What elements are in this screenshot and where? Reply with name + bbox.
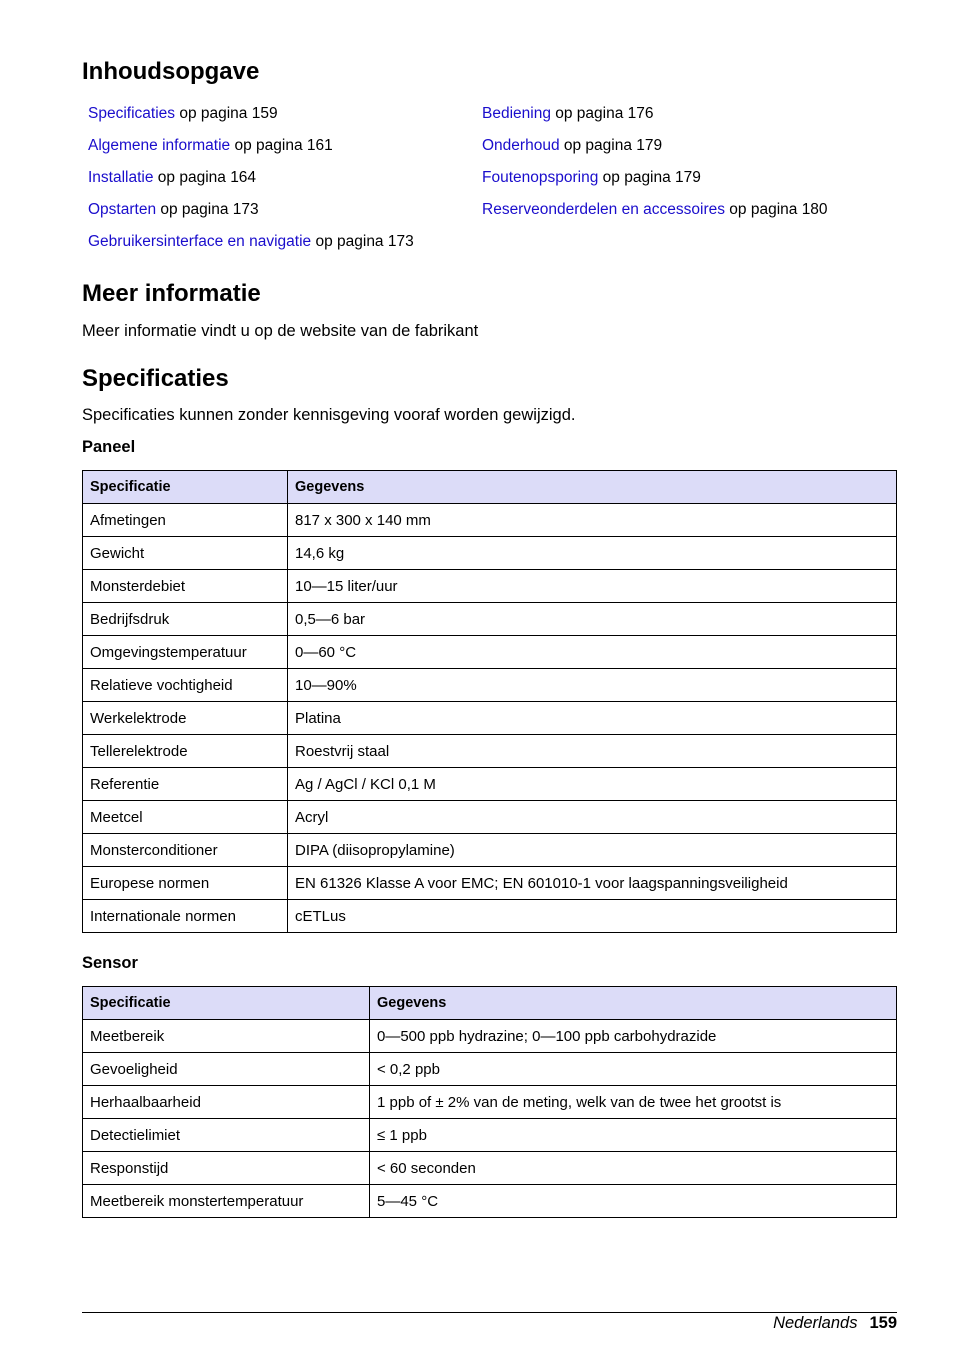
spec-name-cell: Detectielimiet <box>83 1119 370 1152</box>
spec-value-cell: < 60 seconden <box>370 1152 897 1185</box>
toc-link[interactable]: Reserveonderdelen en accessoires <box>482 201 725 218</box>
toc-item <box>88 168 414 200</box>
spec-value-cell: EN 61326 Klasse A voor EMC; EN 601010-1 voor laagspanningsveiligheid <box>288 867 897 900</box>
table-row <box>83 504 897 537</box>
table-row <box>83 702 897 735</box>
table-row <box>83 1119 897 1152</box>
toc-link[interactable]: Algemene informatie <box>88 137 231 154</box>
toc-link[interactable]: Gebruikersinterface en navigatie <box>88 233 312 250</box>
spec-name-cell: Gewicht <box>83 537 288 570</box>
table-row <box>83 1020 897 1053</box>
spec-name-cell: Bedrijfsdruk <box>83 603 288 636</box>
spec-value-cell: 5—45 °C <box>370 1185 897 1218</box>
spec-value-cell: 0—500 ppb hydrazine; 0—100 ppb carbohydrazide <box>370 1020 897 1053</box>
spec-name-cell: Meetbereik <box>83 1020 370 1053</box>
table-row <box>83 801 897 834</box>
toc-link[interactable]: Specificaties <box>88 105 176 122</box>
meer-informatie-heading: Meer informatie <box>82 280 261 307</box>
spec-value-cell: 1 ppb of ± 2% van de meting, welk van de twee het grootst is <box>370 1086 897 1119</box>
spec-value-cell: Platina <box>288 702 897 735</box>
toc-item <box>88 200 414 232</box>
toc-page-ref: op pagina 179 <box>559 137 663 154</box>
spec-value-cell: 14,6 kg <box>288 537 897 570</box>
toc-page-ref: op pagina 180 <box>724 201 828 218</box>
specificaties-text: Specificaties kunnen zonder kennisgeving vooraf worden gewijzigd. <box>82 406 576 424</box>
spec-name-cell: Werkelektrode <box>83 702 288 735</box>
meer-informatie-text: Meer informatie vindt u op de website van de fabrikant <box>82 322 479 340</box>
table-row <box>83 867 897 900</box>
footer-language: Nederlands <box>773 1314 858 1332</box>
spec-name-cell: Monsterconditioner <box>83 834 288 867</box>
spec-name-cell: Internationale normen <box>83 900 288 933</box>
specificaties-heading: Specificaties <box>82 365 229 392</box>
toc-item <box>482 104 828 136</box>
sensor-table <box>82 986 897 1218</box>
table-row <box>83 768 897 801</box>
table-row <box>83 1185 897 1218</box>
table-row <box>83 636 897 669</box>
toc-page-ref: op pagina 173 <box>156 201 259 218</box>
spec-value-cell: Acryl <box>288 801 897 834</box>
table-row <box>83 900 897 933</box>
toc-right-column <box>482 104 828 232</box>
toc-page-ref: op pagina 173 <box>311 233 414 250</box>
spec-name-cell: Europese normen <box>83 867 288 900</box>
toc-item <box>88 232 414 264</box>
spec-name-cell: Relatieve vochtigheid <box>83 669 288 702</box>
spec-value-cell: Roestvrij staal <box>288 735 897 768</box>
toc-item <box>88 104 414 136</box>
spec-value-cell: DIPA (diisopropylamine) <box>288 834 897 867</box>
page-number: 159 <box>869 1314 897 1332</box>
toc-page-ref: op pagina 176 <box>550 105 654 122</box>
toc-page-ref: op pagina 161 <box>230 137 333 154</box>
column-header: Specificatie <box>83 471 288 504</box>
table-row <box>83 1152 897 1185</box>
paneel-heading: Paneel <box>82 438 136 456</box>
spec-value-cell: 10—15 liter/uur <box>288 570 897 603</box>
spec-value-cell: < 0,2 ppb <box>370 1053 897 1086</box>
toc-link[interactable]: Onderhoud <box>482 137 560 154</box>
toc-heading: Inhoudsopgave <box>82 58 260 85</box>
toc-page-ref: op pagina 179 <box>598 169 701 186</box>
table-row <box>83 735 897 768</box>
spec-value-cell: 10—90% <box>288 669 897 702</box>
sensor-heading: Sensor <box>82 954 138 972</box>
toc-link[interactable]: Bediening <box>482 105 551 122</box>
spec-name-cell: Meetbereik monstertemperatuur <box>83 1185 370 1218</box>
toc-item <box>482 136 828 168</box>
table-header-row <box>83 471 897 504</box>
spec-name-cell: Referentie <box>83 768 288 801</box>
spec-name-cell: Responstijd <box>83 1152 370 1185</box>
spec-name-cell: Meetcel <box>83 801 288 834</box>
column-header: Gegevens <box>370 987 897 1020</box>
column-header: Specificatie <box>83 987 370 1020</box>
toc-left-column <box>88 104 414 264</box>
table-row <box>83 1086 897 1119</box>
toc-item <box>482 200 828 232</box>
spec-value-cell: cETLus <box>288 900 897 933</box>
table-row <box>83 1053 897 1086</box>
table-row <box>83 603 897 636</box>
spec-name-cell: Gevoeligheid <box>83 1053 370 1086</box>
toc-page-ref: op pagina 164 <box>153 169 257 186</box>
toc-item <box>88 136 414 168</box>
spec-value-cell: 0,5—6 bar <box>288 603 897 636</box>
page-footer <box>773 1312 897 1333</box>
spec-value-cell: 0—60 °C <box>288 636 897 669</box>
table-row <box>83 669 897 702</box>
spec-name-cell: Monsterdebiet <box>83 570 288 603</box>
spec-name-cell: Afmetingen <box>83 504 288 537</box>
paneel-table <box>82 470 897 933</box>
table-header-row <box>83 987 897 1020</box>
toc-link[interactable]: Installatie <box>88 169 154 186</box>
spec-name-cell: Omgevingstemperatuur <box>83 636 288 669</box>
table-row <box>83 537 897 570</box>
spec-value-cell: 817 x 300 x 140 mm <box>288 504 897 537</box>
table-row <box>83 834 897 867</box>
spec-value-cell: ≤ 1 ppb <box>370 1119 897 1152</box>
toc-link[interactable]: Foutenopsporing <box>482 169 599 186</box>
toc-item <box>482 168 828 200</box>
toc-link[interactable]: Opstarten <box>88 201 157 218</box>
spec-name-cell: Tellerelektrode <box>83 735 288 768</box>
toc-page-ref: op pagina 159 <box>175 105 278 122</box>
spec-name-cell: Herhaalbaarheid <box>83 1086 370 1119</box>
column-header: Gegevens <box>288 471 897 504</box>
spec-value-cell: Ag / AgCl / KCl 0,1 M <box>288 768 897 801</box>
table-row <box>83 570 897 603</box>
